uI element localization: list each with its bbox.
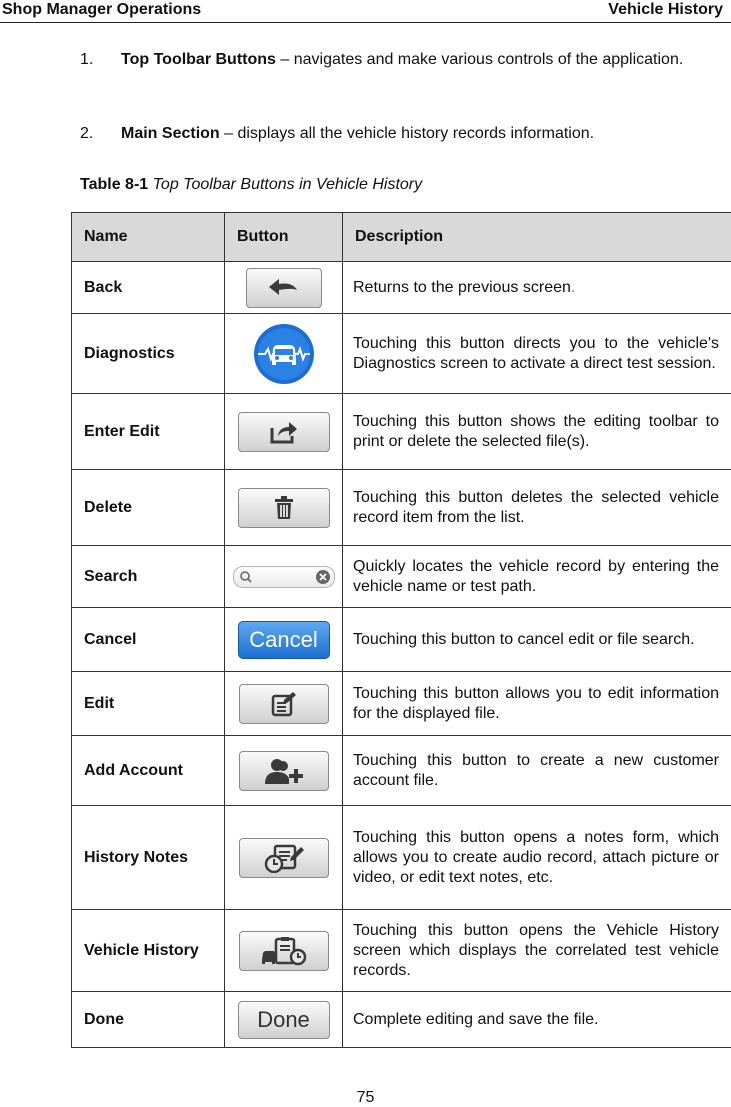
table-row: [72, 314, 731, 394]
table-header-row: [72, 213, 731, 262]
back-button[interactable]: [246, 268, 322, 308]
row-description: Complete editing and save the file.: [343, 992, 731, 1048]
table-row: [72, 262, 731, 314]
row-description-period: .: [571, 279, 575, 296]
table-row: [72, 672, 731, 736]
row-description: Touching this button opens the Vehicle History screen which displays the correlated test vehicle records.: [343, 910, 731, 992]
row-button-cell: [225, 608, 343, 672]
column-header-name: Name: [72, 213, 225, 262]
row-description: Touching this button allows you to edit information for the displayed file.: [343, 672, 731, 736]
row-button-cell: [225, 736, 343, 806]
header-section-title: Shop Manager Operations: [2, 0, 201, 20]
row-name: Edit: [72, 672, 225, 736]
row-button-cell: [225, 806, 343, 910]
table-caption: [80, 176, 422, 194]
table-row: [72, 736, 731, 806]
row-name: Back: [72, 262, 225, 314]
search-input[interactable]: [233, 566, 335, 588]
row-button-cell: [225, 672, 343, 736]
list-body: [121, 119, 725, 149]
row-description: Touching this button shows the editing toolbar to print or delete the selected file(s).: [343, 394, 731, 470]
edit-button[interactable]: [239, 684, 329, 724]
add-account-button[interactable]: [239, 751, 329, 791]
row-name: Cancel: [72, 608, 225, 672]
history-notes-button[interactable]: [239, 838, 329, 878]
car-diagnostics-icon[interactable]: [253, 323, 315, 385]
delete-button[interactable]: [238, 488, 330, 528]
row-button-cell: [225, 262, 343, 314]
row-description: Touching this button deletes the selected vehicle record item from the list.: [343, 470, 731, 546]
share-export-icon: [269, 420, 299, 444]
table-row: [72, 806, 731, 910]
caption-title: Top Toolbar Buttons in Vehicle History: [153, 176, 422, 193]
row-button-cell: [225, 394, 343, 470]
list-text: – displays all the vehicle history records information.: [220, 125, 594, 142]
vehicle-history-icon: [260, 936, 308, 966]
clear-icon[interactable]: [315, 569, 331, 585]
row-description: Quickly locates the vehicle record by entering the vehicle name or test path.: [343, 546, 731, 608]
row-description: Touching this button to create a new customer account file.: [343, 736, 731, 806]
row-name: Diagnostics: [72, 314, 225, 394]
row-name: Add Account: [72, 736, 225, 806]
done-button[interactable]: Done: [238, 1001, 330, 1039]
list-body: [121, 45, 725, 75]
list-text: – navigates and make various controls of the application.: [276, 51, 683, 68]
page-number: 75: [0, 1089, 731, 1107]
vehicle-history-button[interactable]: [239, 931, 329, 971]
column-header-button: Button: [225, 213, 343, 262]
search-icon: [239, 570, 253, 584]
row-button-cell: [225, 546, 343, 608]
edit-note-icon: [271, 691, 297, 717]
add-user-icon: [264, 757, 304, 785]
table-row: [72, 470, 731, 546]
table-row: [72, 992, 731, 1048]
row-description: Touching this button to cancel edit or file search.: [343, 608, 731, 672]
table-row: [72, 394, 731, 470]
row-description: Touching this button directs you to the vehicle's Diagnostics screen to activate a direct test session.: [343, 314, 731, 394]
table-row: [72, 608, 731, 672]
row-button-cell: [225, 992, 343, 1048]
row-description-text: Returns to the previous screen: [353, 279, 571, 296]
trash-icon: [274, 496, 294, 520]
list-term: Main Section: [121, 125, 220, 142]
row-name: Enter Edit: [72, 394, 225, 470]
back-arrow-icon: [267, 278, 301, 298]
row-button-cell: [225, 470, 343, 546]
table-row: [72, 546, 731, 608]
row-name: Vehicle History: [72, 910, 225, 992]
row-name: Done: [72, 992, 225, 1048]
row-button-cell: [225, 314, 343, 394]
row-button-cell: [225, 910, 343, 992]
caption-label: Table 8-1: [80, 176, 148, 193]
list-term: Top Toolbar Buttons: [121, 51, 276, 68]
page-header: [0, 0, 731, 23]
toolbar-buttons-table: [71, 212, 731, 1048]
table-row: [72, 910, 731, 992]
history-notes-icon: [263, 843, 305, 873]
list-number: 1.: [80, 45, 120, 75]
cancel-button[interactable]: Cancel: [238, 621, 330, 659]
row-name: Delete: [72, 470, 225, 546]
header-chapter-title: Vehicle History: [608, 0, 723, 20]
list-number: 2.: [80, 119, 120, 149]
row-name: History Notes: [72, 806, 225, 910]
enter-edit-button[interactable]: [238, 412, 330, 452]
row-description: Touching this button opens a notes form, which allows you to create audio record, attach picture or video, or edit text notes, etc.: [343, 806, 731, 910]
row-description: [343, 262, 731, 314]
column-header-description: Description: [343, 213, 731, 262]
row-name: Search: [72, 546, 225, 608]
